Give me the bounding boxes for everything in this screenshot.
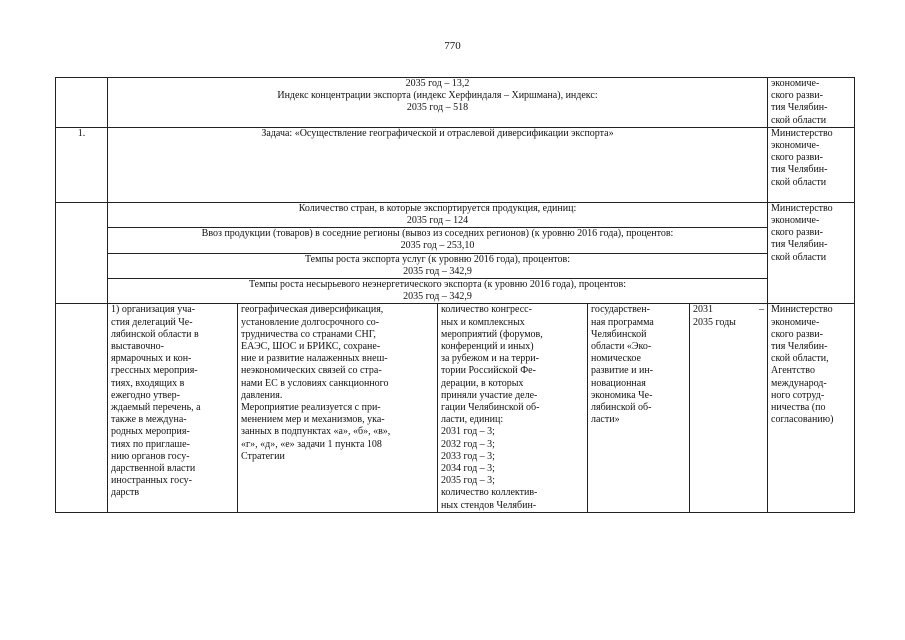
- row-export-concentration: [56, 78, 855, 128]
- indicator-line: 2035 год – 342,9: [403, 291, 472, 303]
- program-line: экономика Че-: [591, 389, 653, 401]
- target-line: количество конгресс-: [441, 304, 532, 316]
- description-line: неэкономических связей со стра-: [241, 365, 382, 377]
- indicator-line: 2035 год – 13,2: [405, 78, 470, 89]
- responsible-line: ничества (по: [771, 402, 826, 414]
- program-line: ласти»: [591, 414, 620, 426]
- description-line: нами ЕС в условиях санкционного: [241, 377, 389, 389]
- responsible-line: ского разви-: [771, 227, 823, 239]
- measure-line: иностранных госу-: [111, 475, 192, 487]
- target-line: гации Челябинской об-: [441, 402, 540, 414]
- program-line: номическое: [591, 353, 641, 365]
- period-cell: [690, 304, 768, 512]
- row-task: [56, 127, 855, 202]
- strategy-table: [55, 77, 855, 513]
- measure-line: родных мероприя-: [111, 426, 190, 438]
- responsible-line: Агентство: [771, 365, 815, 377]
- description-line: трудничества со странами СНГ,: [241, 328, 376, 340]
- responsible-line: тия Челябин-: [771, 102, 828, 114]
- responsible-line: ской области,: [771, 353, 829, 365]
- task-number: 1.: [56, 127, 108, 202]
- measure-line: выставочно-: [111, 341, 164, 353]
- period-line: 2035 годы: [693, 316, 736, 328]
- target-line: ных стендов Челябин-: [441, 499, 537, 511]
- measure-line: 1) организация уча-: [111, 304, 196, 316]
- target-line: ных и комплексных: [441, 316, 525, 328]
- measure-line: тиях, входящих в: [111, 377, 185, 389]
- responsible-line: международ-: [771, 377, 827, 389]
- program-cell: [588, 304, 690, 512]
- responsible-line: тия Челябин-: [771, 341, 828, 353]
- indicator-cell: [108, 253, 768, 278]
- measure-line: дарств: [111, 487, 140, 499]
- responsible-line: ского разви-: [771, 90, 823, 102]
- indicator-line: Индекс концентрации экспорта (индекс Херфиндаля – Хиршмана), индекс:: [277, 90, 598, 102]
- measure-line: дарственной власти: [111, 463, 196, 475]
- responsible-line: согласованию): [771, 414, 834, 426]
- target-line: 2035 год – 3;: [441, 475, 495, 487]
- period-line: 2031 –: [693, 304, 765, 316]
- target-line: приняли участие деле-: [441, 389, 538, 401]
- target-line: ласти, единиц:: [441, 414, 504, 426]
- target-line: 2031 год – 3;: [441, 426, 495, 438]
- measure-line: тиях по приглаше-: [111, 438, 190, 450]
- responsible-line: экономиче-: [771, 78, 820, 89]
- indicator-line: 2035 год – 342,9: [403, 265, 472, 277]
- indicator-line: Количество стран, в которые экспортируется продукция, единиц:: [298, 202, 577, 214]
- program-line: ная программа: [591, 316, 654, 328]
- indicator-cell: [108, 228, 768, 253]
- indicator-cell: [108, 202, 768, 227]
- responsible-line: ской области: [771, 176, 827, 188]
- responsible-line: экономиче-: [771, 316, 820, 328]
- program-line: области «Эко-: [591, 341, 652, 353]
- row-measure: [56, 304, 855, 512]
- indicator-cell: [108, 279, 768, 304]
- responsible-line: ского разви-: [771, 328, 823, 340]
- row-indicator-services: [56, 253, 855, 278]
- target-line: 2032 год – 3;: [441, 438, 495, 450]
- indicator-line: Ввоз продукции (товаров) в соседние регионы (вывоз из соседних регионов) (к уровню 2016 года), процентов:: [201, 228, 674, 240]
- responsible-line: экономиче-: [771, 215, 820, 227]
- number-cell-empty: [56, 304, 108, 512]
- task-text: Задача: «Осуществление географической и отраслевой диверсификации экспорта»: [108, 127, 768, 202]
- indicator-line: Темпы роста экспорта услуг (к уровню 2016 года), процентов:: [304, 253, 571, 265]
- measure-line: ярмарочных и кон-: [111, 353, 192, 365]
- indicator-line: 2035 год – 253,10: [400, 240, 475, 252]
- responsible-line: тия Челябин-: [771, 164, 828, 176]
- description-line: установление долгосрочного со-: [241, 316, 380, 328]
- program-line: Челябинской: [591, 328, 647, 340]
- indicator-line: 2035 год – 518: [406, 102, 469, 114]
- responsible-cell: [768, 304, 855, 512]
- responsible-line: ского разви-: [771, 152, 823, 164]
- target-line: 2034 год – 3;: [441, 463, 495, 475]
- row-indicator-countries: [56, 202, 855, 227]
- responsible-cell: [768, 127, 855, 202]
- measure-line: лябинской области в: [111, 328, 199, 340]
- target-line: дерации, в которых: [441, 377, 524, 389]
- description-line: Мероприятие реализуется с при-: [241, 402, 381, 414]
- measure-line: ежегодно утвер-: [111, 389, 180, 401]
- program-line: новационная: [591, 377, 646, 389]
- responsible-line: Министерство: [771, 304, 833, 316]
- description-line: ЕАЭС, ШОС и БРИКС, сохране-: [241, 341, 381, 353]
- description-line: давления.: [241, 389, 283, 401]
- description-line: ние и развитие налаженных внеш-: [241, 353, 388, 365]
- indicator-line: Темпы роста несырьевого неэнергетического экспорта (к уровню 2016 года), процентов:: [248, 279, 627, 291]
- measure-line: нию органов госу-: [111, 450, 190, 462]
- responsible-line: ской области: [771, 114, 827, 126]
- description-line: географическая диверсификация,: [241, 304, 384, 316]
- number-cell-empty: [56, 78, 108, 128]
- responsible-cell: [768, 202, 855, 304]
- program-line: государствен-: [591, 304, 650, 316]
- measure-line: стия делегаций Че-: [111, 316, 193, 328]
- measure-line: ждаемый перечень, а: [111, 402, 201, 414]
- row-indicator-non-resource: [56, 279, 855, 304]
- description-line: менением мер и механизмов, ука-: [241, 414, 385, 426]
- responsible-line: ской области: [771, 251, 827, 263]
- program-line: лябинской об-: [591, 402, 652, 414]
- row-indicator-imports: [56, 228, 855, 253]
- responsible-line: ного сотруд-: [771, 389, 825, 401]
- responsible-line: Министерство: [771, 127, 833, 139]
- responsible-line: Министерство: [771, 202, 833, 214]
- target-line: 2033 год – 3;: [441, 450, 495, 462]
- responsible-cell: [768, 78, 855, 128]
- measure-line: также в междуна-: [111, 414, 187, 426]
- program-line: развитие и ин-: [591, 365, 654, 377]
- measure-line: грессных мероприя-: [111, 365, 198, 377]
- page-number: 770: [444, 40, 461, 52]
- indicator-cell: [108, 78, 768, 128]
- description-cell: [238, 304, 438, 512]
- number-cell-empty: [56, 202, 108, 304]
- target-line: мероприятий (форумов,: [441, 328, 543, 340]
- measure-cell: [108, 304, 238, 512]
- responsible-line: экономиче-: [771, 140, 820, 152]
- target-line: тории Российской Фе-: [441, 365, 536, 377]
- target-line: за рубежом и на терри-: [441, 353, 539, 365]
- target-indicator-cell: [438, 304, 588, 512]
- target-line: количество коллектив-: [441, 487, 538, 499]
- target-line: конференций и иных): [441, 341, 534, 353]
- responsible-line: тия Челябин-: [771, 239, 828, 251]
- description-line: «г», «д», «е» задачи 1 пункта 108: [241, 438, 382, 450]
- description-line: занных в подпунктах «а», «б», «в»,: [241, 426, 391, 438]
- indicator-line: 2035 год – 124: [406, 215, 469, 227]
- description-line: Стратегии: [241, 450, 285, 462]
